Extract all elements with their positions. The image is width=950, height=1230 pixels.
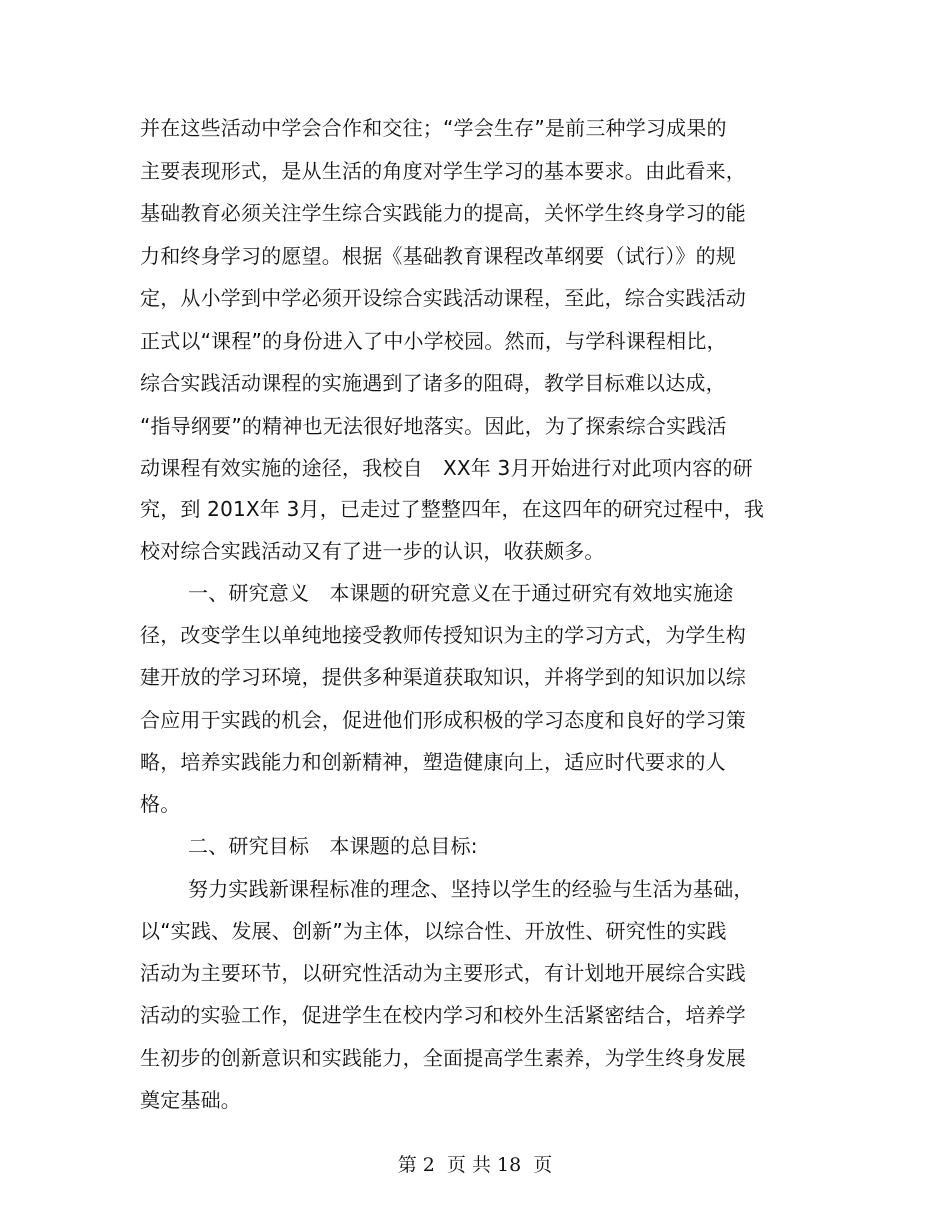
body-text-line: 基础教育必须关注学生综合实践能力的提高，关怀学生终身学习的能 xyxy=(140,201,746,225)
body-text-line: 定，从小学到中学必须开设综合实践活动课程，至此，综合实践活动 xyxy=(140,286,746,310)
body-text-line: “指导纲要”的精神也无法很好地落实。因此，为了探索综合实践活 xyxy=(140,414,727,438)
body-text-line: 活动的实验工作，促进学生在校内学习和校外生活紧密结合，培养学 xyxy=(140,1003,746,1027)
page-footer: 第 2 页 共 18 页 xyxy=(397,1154,553,1176)
body-text-line: 建开放的学习环境，提供多种渠道获取知识，并将学到的知识加以综 xyxy=(140,665,746,689)
body-text-line: 奠定基础。 xyxy=(140,1088,241,1112)
body-text-line: 略，培养实践能力和创新精神，塑造健康向上，适应时代要求的人 xyxy=(140,750,726,774)
body-text-line: 主要表现形式，是从生活的角度对学生学习的基本要求。由此看来， xyxy=(140,159,746,183)
body-text-line: 综合实践活动课程的实施遇到了诸多的阻碍，教学目标难以达成， xyxy=(140,371,726,395)
body-text-line: 并在这些活动中学会合作和交往；“学会生存”是前三种学习成果的 xyxy=(140,116,727,140)
body-text-line: 以“实践、发展、创新”为主体，以综合性、开放性、研究性的实践 xyxy=(140,919,727,943)
body-text-line: 努力实践新课程标准的理念、坚持以学生的经验与生活为基础， xyxy=(188,877,754,901)
body-text-line: 力和终身学习的愿望。根据《基础教育课程改革纲要（试行）》的规 xyxy=(140,244,736,268)
body-text-line: 究，到 201X年 3月，已走过了整整四年，在这四年的研究过程中，我 xyxy=(140,497,765,521)
section-heading-research-goals: 二、研究目标 本课题的总目标: xyxy=(188,834,478,858)
body-text-line: 生初步的创新意识和实践能力，全面提高学生素养，为学生终身发展 xyxy=(140,1046,746,1070)
body-text-line: 校对综合实践活动又有了进一步的认识，收获颇多。 xyxy=(140,539,605,563)
body-text-line: 合应用于实践的机会，促进他们形成积极的学习态度和良好的学习策 xyxy=(140,708,746,732)
body-text-line: 径，改变学生以单纯地接受教师传授知识为主的学习方式，为学生构 xyxy=(140,623,746,647)
body-text-line: 活动为主要环节，以研究性活动为主要形式，有计划地开展综合实践 xyxy=(140,961,746,985)
body-text-line: 正式以“课程”的身份进入了中小学校园。然而，与学科课程相比， xyxy=(140,329,727,353)
body-text-line: 格。 xyxy=(140,792,181,816)
section-heading-research-significance: 一、研究意义 本课题的研究意义在于通过研究有效地实施途 xyxy=(188,581,734,605)
body-text-line: 动课程有效实施的途径，我校自 XX年 3月开始进行对此项内容的研 xyxy=(140,456,753,480)
